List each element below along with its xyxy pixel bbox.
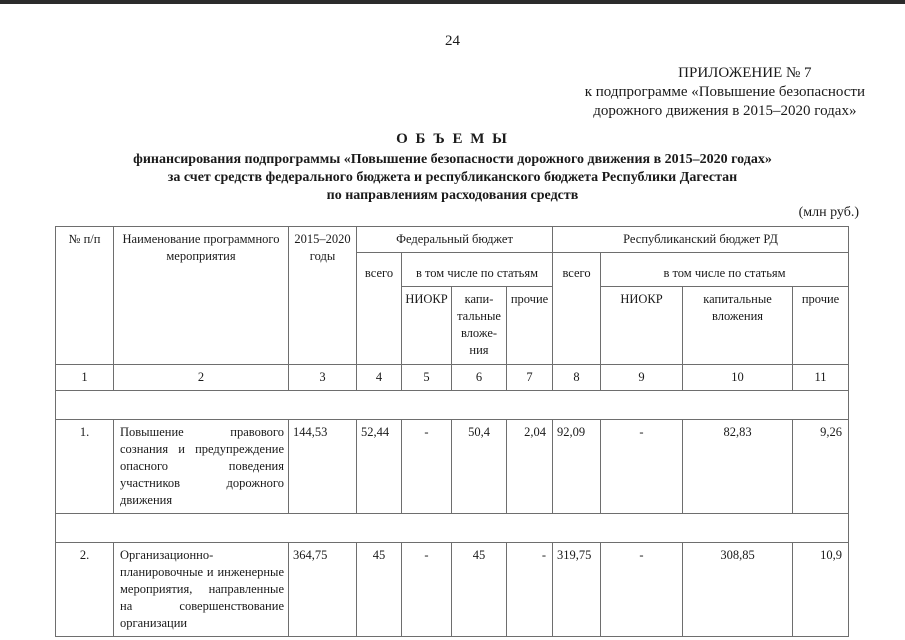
row-federal-niokr: - xyxy=(402,420,452,514)
row-regional-capital: 82,83 xyxy=(683,420,793,514)
row-federal-total: 52,44 xyxy=(357,420,402,514)
column-number: 11 xyxy=(793,365,849,391)
subtitle-line: финансирования подпрограммы «Повышение безопасности дорожного движения в 2015–2020 годах» xyxy=(133,152,772,167)
row-regional-niokr: - xyxy=(601,420,683,514)
row-num: 2. xyxy=(56,543,114,637)
appendix-line: дорожного движения в 2015–2020 годах» xyxy=(593,103,857,119)
subtitle-line: по направлениям расходования средств xyxy=(326,188,579,203)
column-number: 7 xyxy=(507,365,553,391)
subtitle-line: за счет средств федерального бюджета и республиканского бюджета Республики Дагестан xyxy=(167,170,738,185)
column-number: 2 xyxy=(114,365,289,391)
row-regional-total: 92,09 xyxy=(553,420,601,514)
document-title: О Б Ъ Е М Ы xyxy=(396,131,509,147)
column-number: 8 xyxy=(553,365,601,391)
page-number: 24 xyxy=(445,33,460,49)
column-number: 4 xyxy=(357,365,402,391)
row-name: Организационно-планировочные и инженерные мероприятия, направленные на совершенствование организации xyxy=(114,543,289,637)
appendix-title: ПРИЛОЖЕНИЕ № 7 xyxy=(678,65,812,81)
row-regional-other: 9,26 xyxy=(793,420,849,514)
row-period-total: 364,75 xyxy=(289,543,357,637)
header-regional-other: прочие xyxy=(793,287,849,365)
row-federal-capital: 50,4 xyxy=(452,420,507,514)
header-regional-niokr: НИОКР xyxy=(601,287,683,365)
appendix-line: к подпрограмме «Повышение безопасности xyxy=(584,84,865,100)
document-subtitle xyxy=(0,151,905,205)
header-federal-by-articles: в том числе по статьям xyxy=(402,253,553,287)
column-number: 6 xyxy=(452,365,507,391)
table-row xyxy=(56,420,849,514)
row-federal-niokr: - xyxy=(402,543,452,637)
row-federal-other: 2,04 xyxy=(507,420,553,514)
column-number: 10 xyxy=(683,365,793,391)
column-number: 5 xyxy=(402,365,452,391)
row-num: 1. xyxy=(56,420,114,514)
header-num: № п/п xyxy=(56,227,114,365)
header-federal-total: всего xyxy=(357,253,402,365)
row-period-total: 144,53 xyxy=(289,420,357,514)
units-label: (млн руб.) xyxy=(798,205,859,220)
header-period: 2015–2020 годы xyxy=(289,227,357,365)
appendix-block xyxy=(585,64,865,121)
row-regional-total: 319,75 xyxy=(553,543,601,637)
header-regional-capital: капитальные вложения xyxy=(683,287,793,365)
header-name: Наименование программного мероприятия xyxy=(114,227,289,365)
row-name: Повышение правового сознания и предупреждение опасного поведения участников дорожного движения xyxy=(114,420,289,514)
header-federal-niokr: НИОКР xyxy=(402,287,452,365)
header-regional-total: всего xyxy=(553,253,601,365)
budget-table xyxy=(55,226,849,637)
row-federal-total: 45 xyxy=(357,543,402,637)
row-regional-capital: 308,85 xyxy=(683,543,793,637)
row-federal-capital: 45 xyxy=(452,543,507,637)
header-regional-budget: Республиканский бюджет РД xyxy=(553,227,849,253)
row-federal-other: - xyxy=(507,543,553,637)
column-number: 9 xyxy=(601,365,683,391)
column-number: 3 xyxy=(289,365,357,391)
header-federal-budget: Федеральный бюджет xyxy=(357,227,553,253)
row-regional-other: 10,9 xyxy=(793,543,849,637)
page-top-edge xyxy=(0,0,905,4)
row-regional-niokr: - xyxy=(601,543,683,637)
header-row xyxy=(56,227,849,253)
header-federal-capital: капи-тальные вложе-ния xyxy=(452,287,507,365)
header-regional-by-articles: в том числе по статьям xyxy=(601,253,849,287)
column-number: 1 xyxy=(56,365,114,391)
header-federal-other: прочие xyxy=(507,287,553,365)
table-row xyxy=(56,543,849,637)
column-number-row xyxy=(56,365,849,391)
